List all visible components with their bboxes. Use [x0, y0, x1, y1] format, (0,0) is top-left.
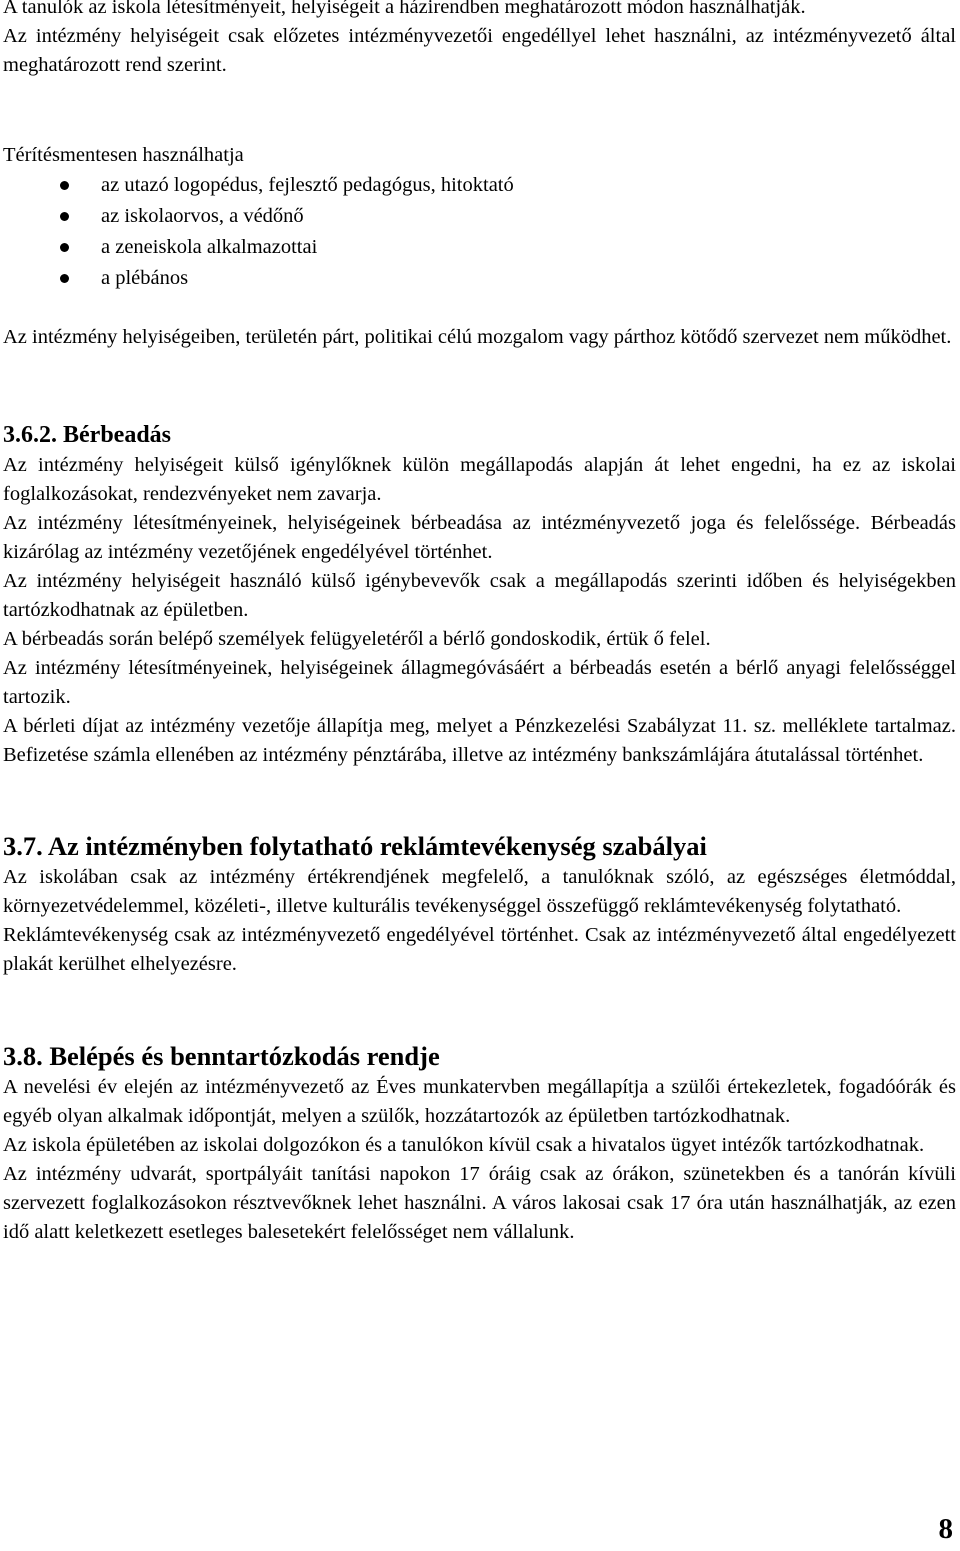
list-item — [3, 263, 956, 294]
advertising-paragraph: Reklámtevékenység csak az intézményvezető engedélyével történhet. Csak az intézményvezető által engedélyezett plakát kerülhet elhelyezésre. — [3, 924, 956, 975]
rental-paragraph: Az intézmény létesítményeinek, helyiségeinek állagmegóvásáért a bérbeadás esetén a bérlő anyagi felelősséggel tartozik. — [3, 657, 956, 708]
list-item-text: az iskolaorvos, a védőnő — [101, 205, 304, 227]
list-item — [3, 170, 956, 201]
politics-section — [3, 323, 956, 352]
intro-paragraph-1: A tanulók az iskola létesítményeit, helyiségeit a házirendben meghatározott módon használhatják. — [3, 0, 806, 18]
entry-paragraph: Az iskola épületében az iskolai dolgozókon és a tanulókon kívül csak a hivatalos ügyet intézők tartózkodhatnak. — [3, 1134, 925, 1156]
bullet-icon — [60, 181, 69, 190]
list-item — [3, 201, 956, 232]
list-item-text: a plébános — [101, 267, 189, 289]
list-item-text: a zeneiskola alkalmazottai — [101, 236, 318, 258]
rental-paragraph: Az intézmény létesítményeinek, helyiségeinek bérbeadása az intézményvezető joga és felelőssége. Bérbeadás kizárólag az intézmény vezetőjének engedélyével történhet. — [3, 512, 956, 563]
entry-paragraph: A nevelési év elején az intézményvezető az Éves munkaterv​ben megállapítja a szülői értekezletek, fogadóórák és egyéb olyan alkalmak időpontját, melyen a szülők, hozzátartozók az épületben tartózkodhatnak. — [3, 1076, 956, 1127]
entry-heading: 3.8. Belépés és benntartózkodás rendje — [3, 1041, 440, 1071]
rental-paragraph: A bérleti díjat az intézmény vezetője állapítja meg, melyet a Pénzkezelési Szabályzat 11. sz. melléklete tartalmaz. Befizetése számla ellenében az intézmény pénztárába, illetve az intézmény bankszámlájára átutalással történhet. — [3, 715, 956, 766]
free-use-list — [3, 170, 956, 294]
list-item-text: az utazó logopédus, fejlesztő pedagógus, hitoktató — [101, 174, 514, 196]
rental-paragraph: A bérbeadás során belépő személyek felügyeletéről a bérlő gondoskodik, értük ő felel. — [3, 628, 711, 650]
list-item — [3, 232, 956, 263]
intro-paragraph-2: Az intézmény helyiségeit csak előzetes intézményvezetői engedéllyel lehet használni, az intézményvezető által meghatározott rend szerint. — [3, 25, 956, 76]
rental-section — [3, 419, 956, 770]
bullet-icon — [60, 212, 69, 221]
bullet-icon — [60, 274, 69, 283]
rental-paragraph: Az intézmény helyiségeit használó külső igénybevevők csak a megállapodás szerinti időben és helyiségekben tartózkodhatnak az épületben. — [3, 570, 956, 621]
free-use-heading: Térítésmentesen használhatja — [3, 144, 244, 166]
free-use-section — [3, 141, 956, 294]
entry-section — [3, 1039, 956, 1247]
advertising-paragraph: Az iskolában csak az intézmény értékrendjének megfelelő, a tanulóknak szóló, az egészséges életmóddal, környezetvédelemmel, közéleti-, illetve kulturális tevékenységgel összefüggő reklámtevékenység folytatható. — [3, 866, 956, 917]
intro-section — [3, 0, 956, 80]
politics-paragraph: Az intézmény helyiségeiben, területén párt, politikai célú mozgalom vagy párthoz kötődő szervezet nem működhet. — [3, 326, 952, 348]
advertising-section — [3, 829, 956, 979]
rental-heading: 3.6.2. Bérbeadás — [3, 422, 171, 448]
advertising-heading: 3.7. Az intézményben folytatható reklámtevékenység szabályai — [3, 831, 707, 861]
bullet-icon — [60, 243, 69, 252]
entry-paragraph: Az intézmény udvarát, sportpályáit tanítási napokon 17 óráig csak az órákon, szünetekben és a tanórán kívüli szervezett foglalkozásokon résztvevőknek lehet használni. A város lakosai csak 17 óra után használhatják, az ezen idő alatt keletkezett esetleges balesetekért felelősséget nem vállalunk. — [3, 1163, 956, 1243]
page-number: 8 — [938, 1513, 953, 1545]
rental-paragraph: Az intézmény helyiségeit külső igénylőknek külön megállapodás alapján át lehet engedni, ha ez az iskolai foglalkozásokat, rendezvényeket nem zavarja. — [3, 454, 956, 505]
